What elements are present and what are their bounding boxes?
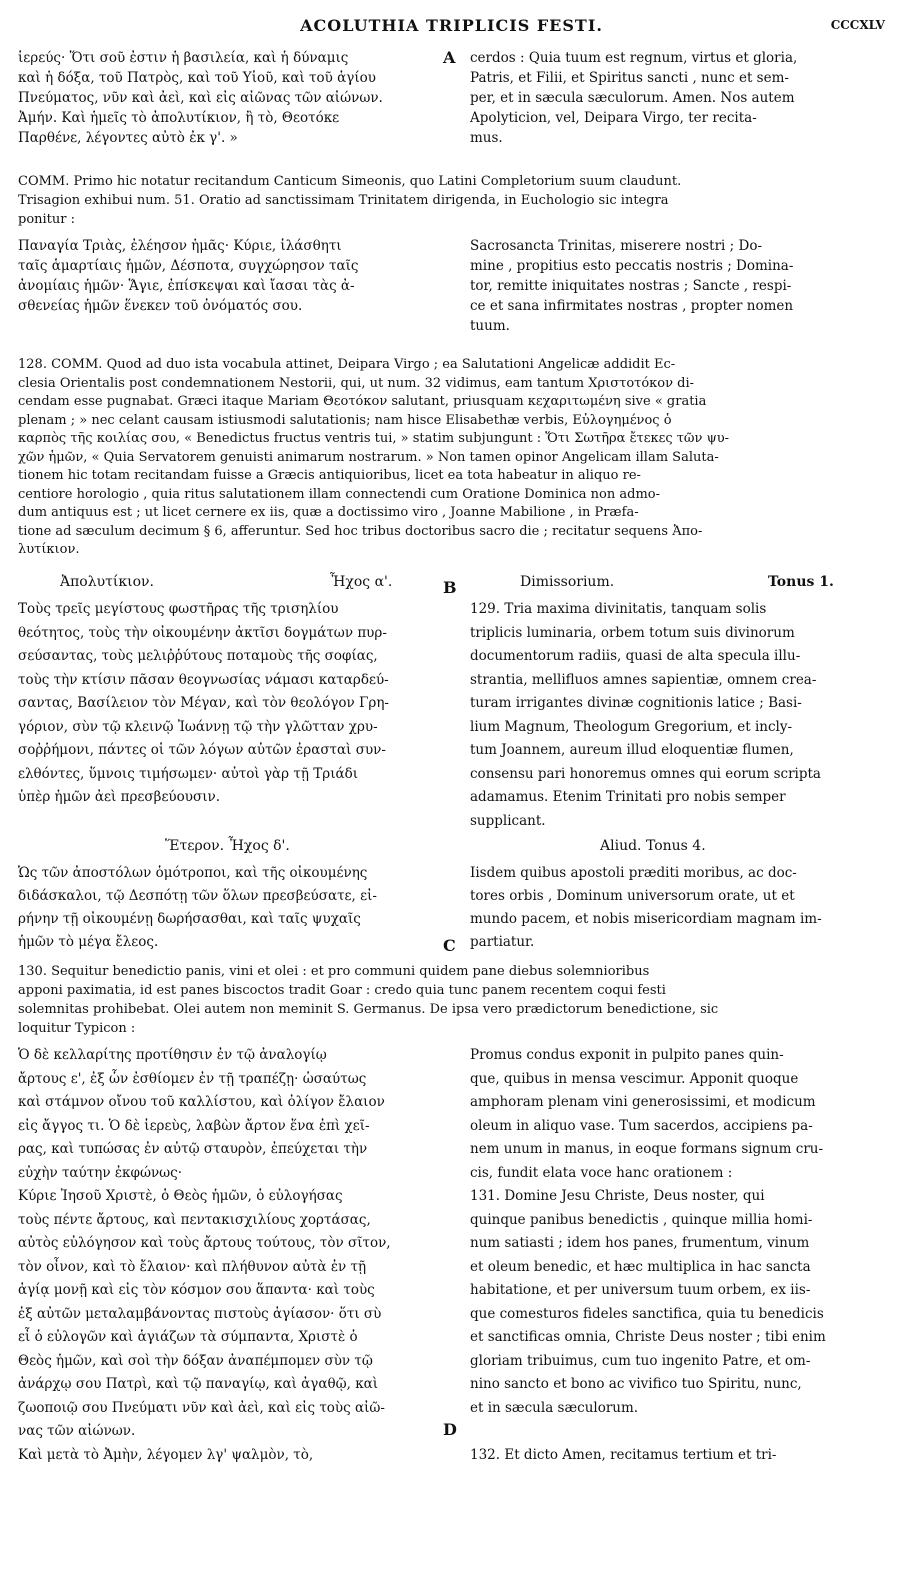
latin-column-aliud (470, 862, 888, 954)
greek-column-trinity-prayer (18, 236, 436, 316)
text-line: cendam esse pugnabat. Græci itaque Mariam Θεοτόκον salutant, priusquam κεχαριτωμένη sive « gratia (18, 394, 707, 409)
text-line: ρήνην τῇ οἰκουμένῃ δωρήσασθαι, καὶ ταῖς ψυχαῖς (18, 911, 361, 927)
latin-column-typicon (470, 1044, 888, 1467)
text-line: mus. (470, 130, 503, 146)
text-line: nino sancto et bono ac vivifico tuo Spiritu, nunc, (470, 1376, 802, 1392)
text-line: lium Magnum, Theologum Gregorium, et incly- (470, 718, 793, 735)
text-line: Θεὸς ἡμῶν, καὶ σοὶ τὴν δόξαν ἀναπέμπομεν σὺν τῷ (18, 1352, 373, 1369)
text-line: centiore horologio , quia ritus salutationem illam connectendi cum Oratione Dominica non admo- (18, 486, 660, 502)
text-line: COMM. Primo hic notatur recitandum Canticum Simeonis, quo Latini Completorium suum claudunt. (18, 174, 682, 189)
text-line: tionem hic totam recitandam fuisse a Græcis antiquioribus, licet ea tota habeatur in aliquo re- (18, 468, 641, 483)
running-title: ACOLUTHIA TRIPLICIS FESTI. (300, 16, 603, 35)
text-line: εἶ ὁ εὐλογῶν καὶ ἁγιάζων τὰ σύμπαντα, Χριστὲ ὁ (18, 1329, 358, 1345)
text-line: 128. COMM. Quod ad duo ista vocabula attinet, Deipara Virgo ; ea Salutationi Angelicæ addidit Ec- (18, 357, 676, 372)
text-line: clesia Orientalis post condemnationem Nestorii, qui, ut num. 32 vidimus, eam tantum Χριστοτόκον di- (18, 375, 695, 391)
text-line: Apolyticion, vel, Deipara Virgo, ter recita- (470, 110, 757, 126)
latin-column-trinity-prayer (470, 236, 888, 336)
text-line: tione ad sæculum decimum § 6, afferuntur. Sed hoc tribus doctoribus sacro die ; recitatur sequens Ἀπο- (18, 523, 703, 539)
text-line: Παρθένε, λέγοντες αὐτὸ ἐκ γ'. » (18, 130, 238, 146)
text-line: νας τῶν αἰώνων. (18, 1423, 136, 1439)
paragraph-130 (18, 962, 888, 1038)
text-line: ρας, καὶ τυπώσας ἐν αὐτῷ σταυρὸν, ἐπεύχεται τὴν (18, 1141, 368, 1157)
greek-column-typicon (18, 1044, 436, 1467)
text-line: ἀνάρχῳ σου Πατρὶ, καὶ τῷ παναγίῳ, καὶ ἀγαθῷ, καὶ (18, 1376, 379, 1392)
text-line: σθενείας ἡμῶν ἕνεκεν τοῦ ὀνόματός σου. (18, 298, 303, 314)
text-line: 129. Tria maxima divinitatis, tanquam solis (470, 601, 767, 617)
text-line: loquitur Typicon : (18, 1021, 136, 1036)
text-line: cerdos : Quia tuum est regnum, virtus et gloria, (470, 50, 798, 66)
text-line: ελθόντες, ὕμνοις τιμήσωμεν· αὐτοὶ γὰρ τῇ Τριάδι (18, 765, 359, 782)
text-line: tor, remitte iniquitates nostras ; Sancte , respi- (470, 278, 792, 294)
text-line: oleum in aliquo vase. Tum sacerdos, accipiens pa- (470, 1117, 813, 1134)
text-line: ὑπὲρ ἡμῶν ἀεὶ πρεσβεύουσιν. (18, 789, 220, 805)
text-line: εὐχὴν ταύτην ἐκφώνως· (18, 1164, 183, 1181)
text-line: Ὡς τῶν ἀποστόλων ὁμότροποι, καὶ τῆς οἰκουμένης (18, 865, 368, 881)
text-line: Ἀμήν. Καὶ ἡμεῖς τὸ ἀπολυτίκιον, ἢ τὸ, Θεοτόκε (18, 110, 340, 126)
text-line: Iisdem quibus apostoli præditi moribus, ac doc- (470, 865, 797, 881)
text-line: que comesturos fideles sanctifica, quia tu benedicis (470, 1305, 824, 1322)
text-line: triplicis luminaria, orbem totum suis divinorum (470, 624, 795, 641)
text-line: que, quibus in mensa vescimur. Apponit quoque (470, 1070, 799, 1087)
text-line: 131. Domine Jesu Christe, Deus noster, qui (470, 1188, 765, 1204)
text-line: mundo pacem, et nobis misericordiam magnam im- (470, 911, 822, 927)
text-line: nem unum in manus, in eoque formans signum cru- (470, 1141, 824, 1157)
greek-column-prayer-end (18, 48, 436, 148)
text-line: turam irrigantes divinæ cognitionis latice ; Basi- (470, 695, 802, 711)
text-line: τοὺς πέντε ἄρτους, καὶ πεντακισχιλίους χορτάσας, (18, 1211, 371, 1228)
text-line: τὸν οἶνον, καὶ τὸ ἔλαιον· καὶ πλήθυνον αὐτὰ ἐν τῇ (18, 1258, 367, 1275)
margin-letter-a: A (443, 48, 456, 67)
text-line: Κύριε Ἰησοῦ Χριστὲ, ὁ Θεὸς ἡμῶν, ὁ εὐλογήσας (18, 1188, 343, 1204)
text-line: et oleum benedic, et hæc multiplica in hac sancta (470, 1258, 811, 1275)
text-line: σεύσαντας, τοὺς μελιῤῥύτους ποταμοὺς τῆς σοφίας, (18, 648, 378, 664)
text-line: amphoram plenam vini generosissimi, et modicum (470, 1094, 816, 1110)
text-line: Promus condus exponit in pulpito panes quin- (470, 1047, 784, 1063)
text-line: σοῤῥήμονι, πάντες οἱ τῶν λόγων αὐτῶν ἐρασταὶ συν- (18, 742, 386, 758)
text-line: εἰς ἄγγος τι. Ὁ δὲ ἱερεὺς, λαβὼν ἄρτον ἕνα ἐπὶ χεῖ- (18, 1117, 370, 1134)
text-line: αὐτὸς εὐλόγησον καὶ τοὺς ἄρτους τούτους, τὸν σῖτον, (18, 1235, 391, 1251)
page-header (0, 16, 903, 40)
text-line: consensu pari honoremus omnes qui eorum scripta (470, 765, 821, 782)
text-line: strantia, mellifluos amnes sapientiæ, omnem crea- (470, 671, 817, 688)
text-line: ἐξ αὐτῶν μεταλαμβάνοντας πιστοὺς ἁγίασον· ὅτι σὺ (18, 1305, 382, 1322)
dimissorium-tone: Tonus 1. (768, 574, 834, 590)
text-line: χῶν ἡμῶν, « Quia Servatorem genuisti animarum nostrarum. » Non tamen opinor Angelicam illam Saluta- (18, 449, 719, 465)
text-line: num satiasti ; idem hos panes, frumentum, vinum (470, 1235, 810, 1251)
text-line: mine , propitius esto peccatis nostris ; Domina- (470, 258, 794, 274)
text-line: θεότητος, τοὺς τὴν οἰκουμένην ἀκτῖσι δογμάτων πυρ- (18, 624, 387, 641)
text-line: καὶ ἡ δόξα, τοῦ Πατρὸς, καὶ τοῦ Υἱοῦ, καὶ τοῦ ἁγίου (18, 70, 376, 86)
text-line: Trisagion exhibui num. 51. Oratio ad sanctissimam Trinitatem dirigenda, in Euchologio sic integra (18, 193, 669, 208)
text-line: tores orbis , Dominum universorum orate, ut et (470, 888, 795, 904)
text-line: ce et sana infirmitates nostras , propter nomen (470, 298, 794, 314)
text-line: σαντας, Βασίλειον τὸν Μέγαν, καὶ τὸν θεολόγον Γρη- (18, 695, 389, 711)
text-line: Καὶ μετὰ τὸ Ἀμὴν, λέγομεν λγ' ψαλμὸν, τὸ, (18, 1446, 314, 1463)
text-line: ἁγίᾳ μονῇ καὶ εἰς τὸν κόσμον σου ἅπαντα· καὶ τοὺς (18, 1282, 375, 1298)
text-line: τοὺς τὴν κτίσιν πᾶσαν θεογνωσίας νάμασι καταρδεύ- (18, 671, 389, 688)
text-line: partiatur. (470, 934, 535, 950)
text-line: tuum. (470, 318, 510, 334)
text-line: λυτίκιον. (18, 542, 80, 557)
text-line: ἱερεύς· Ὅτι σοῦ ἐστιν ἡ βασιλεία, καὶ ἡ δύναμις (18, 50, 349, 66)
text-line: solemnitas prohibebat. Olei autem non meminit S. Germanus. De ipsa vero prædictorum benedictione, sic (18, 1002, 719, 1017)
text-line: διδάσκαλοι, τῷ Δεσπότῃ τῶν ὅλων πρεσβεύσατε, εἰ- (18, 888, 377, 904)
eteron-heading: Ἕτερον. Ἦχος δ'. (165, 838, 290, 854)
margin-letter-b: B (443, 578, 457, 597)
text-line: et sanctificas omnia, Christe Deus noster ; tibi enim (470, 1329, 826, 1345)
text-line: ἄρτους ε', ἐξ ὧν ἐσθίομεν ἐν τῇ τραπέζῃ· ὡσαύτως (18, 1070, 367, 1087)
text-line: Patris, et Filii, et Spiritus sancti , nunc et sem- (470, 70, 789, 86)
text-line: ζωοποιῷ σου Πνεύματι νῦν καὶ ἀεὶ, καὶ εἰς τοὺς αἰῶ- (18, 1399, 385, 1416)
paragraph-128 (18, 356, 888, 560)
text-line: ταῖς ἁμαρτίαις ἡμῶν, Δέσποτα, συγχώρησον ταῖς (18, 258, 359, 274)
greek-column-apolytikion (18, 598, 436, 810)
text-line: tum Joannem, aureum illud eloquentiæ flumen, (470, 742, 794, 758)
text-line (470, 1420, 888, 1444)
text-line: plenam ; » nec celant causam istiusmodi salutationis; nam hisce Elisabethæ verbis, Εὐλογημένος ὁ (18, 412, 672, 428)
text-line: Sacrosancta Trinitas, miserere nostri ; Do- (470, 238, 763, 254)
text-line: 130. Sequitur benedictio panis, vini et olei : et pro communi quidem pane diebus solemnioribus (18, 964, 650, 979)
apolytikion-heading: Ἀπολυτίκιον. (60, 574, 154, 590)
text-line: Παναγία Τριὰς, ἐλέησον ἡμᾶς· Κύριε, ἱλάσθητι (18, 238, 342, 254)
text-line: per, et in sæcula sæculorum. Amen. Nos autem (470, 90, 795, 106)
page-number: CCCXLV (830, 18, 885, 32)
text-line: καρπὸς τῆς κοιλίας σου, « Benedictus fructus ventris tui, » statim subjungunt : Ὅτι Σωτῆρα ἔτεκες τῶν ψυ- (18, 431, 730, 446)
apolytikion-tone: Ἦχος α'. (330, 574, 393, 590)
text-line: Πνεύματος, νῦν καὶ ἀεὶ, καὶ εἰς αἰῶνας τῶν αἰώνων. (18, 90, 383, 106)
text-line: adamamus. Etenim Trinitati pro nobis semper (470, 789, 786, 805)
text-line: ἀνομίαις ἡμῶν· Ἅγιε, ἐπίσκεψαι καὶ ἴασαι τὰς ἀ- (18, 278, 355, 294)
text-line: supplicant. (470, 812, 546, 829)
text-line: documentorum radiis, quasi de alta specula illu- (470, 648, 801, 664)
aliud-heading: Aliud. Tonus 4. (600, 838, 706, 854)
margin-letter-c: C (443, 936, 456, 955)
dimissorium-heading: Dimissorium. (520, 574, 615, 590)
text-line: cis, fundit elata voce hanc orationem : (470, 1164, 733, 1181)
text-line: ἡμῶν τὸ μέγα ἔλεος. (18, 934, 159, 950)
text-line: γόριον, σὺν τῷ κλεινῷ Ἰωάννῃ τῷ τὴν γλῶτταν χρυ- (18, 718, 378, 735)
greek-column-eteron (18, 862, 436, 954)
text-line: ponitur : (18, 212, 76, 227)
text-line: dum antiquus est ; ut licet cernere ex iis, quæ a doctissimo viro , Joanne Mabilione , in Præfa- (18, 505, 639, 520)
latin-column-dimissorium (470, 598, 888, 833)
text-line: καὶ στάμνον οἴνου τοῦ καλλίστου, καὶ ὀλίγον ἔλαιον (18, 1094, 385, 1110)
text-line: habitatione, et per universum tuum orbem, ex iis- (470, 1282, 811, 1298)
text-line: gloriam tribuimus, cum tuo ingenito Patre, et om- (470, 1352, 811, 1369)
text-line: quinque panibus benedictis , quinque millia homi- (470, 1211, 813, 1228)
margin-letter-d: D (443, 1420, 457, 1439)
text-line: apponi paximatia, id est panes biscoctos tradit Goar : credo quia tunc panem recentem coqui festi (18, 983, 666, 998)
text-line: 132. Et dicto Amen, recitamus tertium et tri- (470, 1446, 777, 1463)
text-line: Τοὺς τρεῖς μεγίστους φωστῆρας τῆς τρισηλίου (18, 601, 339, 617)
commentary-paragraph (18, 172, 888, 229)
text-line: Ὁ δὲ κελλαρίτης προτίθησιν ἐν τῷ ἀναλογίῳ (18, 1047, 327, 1063)
text-line: et in sæcula sæculorum. (470, 1399, 639, 1416)
latin-column-prayer-end (470, 48, 888, 148)
